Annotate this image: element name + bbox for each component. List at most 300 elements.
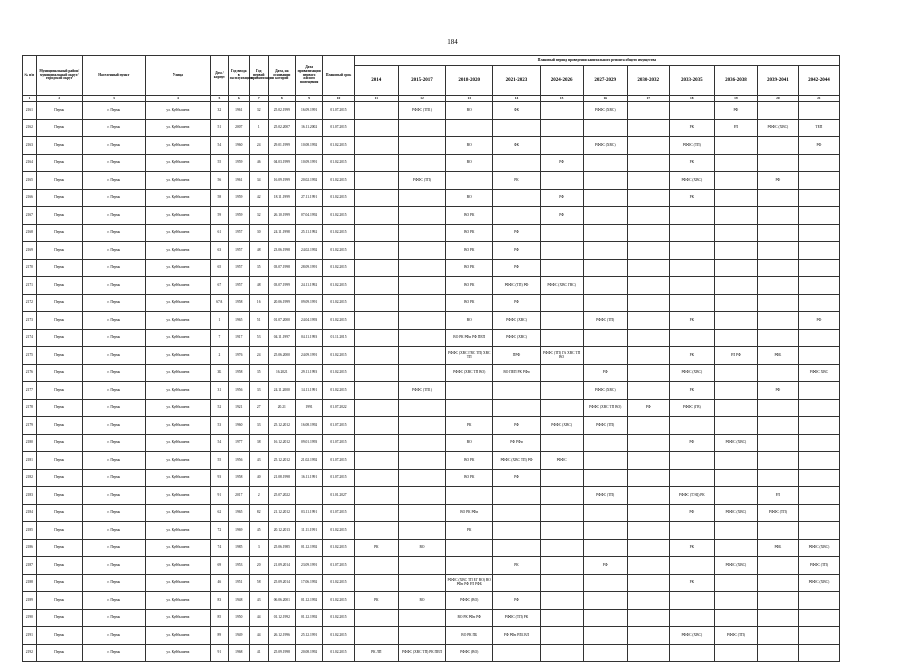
cell-house: 67 — [210, 277, 228, 295]
cell-period-work: ВО РК — [446, 295, 493, 312]
cell-date-privatization: 01.12.1992 — [295, 540, 322, 557]
cell-period-work — [714, 277, 757, 295]
cell-period-work: РФ — [540, 190, 583, 207]
cell-period-work: РФ — [669, 435, 714, 452]
cell-municipality: Пермь — [36, 207, 82, 225]
table-row — [23, 137, 840, 155]
cell-first-privatization: 20 — [249, 557, 268, 575]
cell-year: 1958 — [228, 295, 249, 312]
cell-period-work — [714, 295, 757, 312]
cell-year: 1949 — [228, 627, 249, 645]
cell-year: 1960 — [228, 137, 249, 155]
cell-municipality: Пермь — [36, 277, 82, 295]
cell-period-work — [398, 225, 445, 242]
cell-period-work — [627, 347, 669, 365]
cell-period-work: ВО РК РФи — [446, 505, 493, 522]
header-municipality: Муниципальный район/муниципальный округ/городской округ — [36, 56, 82, 96]
cell-house: 89 — [210, 627, 228, 645]
cell-year: 1957 — [228, 242, 249, 260]
cell-house: 54 — [210, 137, 228, 155]
cell-period-work — [540, 645, 583, 662]
cell-period-work: РФФС (ХВС) — [714, 435, 757, 452]
cell-street: ул. Куйбышева — [145, 242, 210, 260]
cell-year: 1969 — [228, 522, 249, 540]
cell-period-work — [627, 627, 669, 645]
cell-period-work — [627, 382, 669, 400]
header-period: 2024-2026 — [540, 66, 583, 96]
cell-period-work — [627, 137, 669, 155]
cell-period-work — [798, 610, 839, 627]
cell-street: ул. Куйбышева — [145, 522, 210, 540]
cell-street: ул. Куйбышева — [145, 452, 210, 470]
cell-number: 2185 — [23, 522, 37, 540]
cell-date-included: 26.10.1999 — [268, 207, 295, 225]
cell-period-work — [493, 207, 540, 225]
cell-period-work — [798, 400, 839, 417]
cell-number: 2189 — [23, 592, 37, 610]
table-row — [23, 627, 840, 645]
cell-period-work: РФФС (ХВС) — [798, 540, 839, 557]
cell-period-work — [540, 400, 583, 417]
cell-service-start: 01.02.2015 — [323, 312, 355, 330]
cell-date-included: 06.06.2001 — [268, 592, 295, 610]
cell-period-work: РФФС (ХВС) — [669, 365, 714, 382]
cell-number: 2186 — [23, 540, 37, 557]
cell-period-work — [398, 522, 445, 540]
table-row — [23, 190, 840, 207]
cell-number: 2190 — [23, 610, 37, 627]
cell-settlement: г. Пермь — [82, 452, 145, 470]
table-row — [23, 277, 840, 295]
cell-period-work — [798, 487, 839, 505]
cell-date-privatization: 10.08.1992 — [295, 137, 322, 155]
cell-period-work — [798, 207, 839, 225]
cell-period-work: РФФС (ТП) — [714, 627, 757, 645]
cell-period-work — [757, 435, 798, 452]
cell-period-work — [354, 347, 398, 365]
cell-period-work: ТЕП — [798, 120, 839, 137]
cell-period-work — [540, 172, 583, 190]
cell-date-privatization: 25.11.1992 — [295, 225, 322, 242]
cell-year: 1956 — [228, 382, 249, 400]
cell-period-work — [627, 190, 669, 207]
cell-period-work — [398, 627, 445, 645]
cell-period-work — [627, 540, 669, 557]
cell-date-included: 20.06.1999 — [268, 295, 295, 312]
cell-period-work — [798, 452, 839, 470]
cell-settlement: г. Пермь — [82, 645, 145, 662]
cell-street: ул. Куйбышева — [145, 120, 210, 137]
cell-period-work: РФФС (ХВС ТП) РФ — [493, 452, 540, 470]
cell-period-work — [714, 452, 757, 470]
column-index: 20 — [757, 96, 798, 102]
cell-period-work: РФФС (ХВС) — [714, 557, 757, 575]
cell-period-work: РФБ — [757, 347, 798, 365]
cell-period-work: ФК — [493, 137, 540, 155]
table-row — [23, 120, 840, 137]
column-index: 12 — [398, 96, 445, 102]
cell-municipality: Пермь — [36, 382, 82, 400]
cell-period-work — [714, 172, 757, 190]
table-row — [23, 435, 840, 452]
cell-period-work — [714, 645, 757, 662]
cell-service-start: 01.02.2015 — [323, 540, 355, 557]
cell-period-work — [583, 295, 627, 312]
table-row — [23, 102, 840, 120]
cell-period-work — [354, 610, 398, 627]
cell-service-start: 01.02.2015 — [323, 260, 355, 277]
cell-service-start: 01.02.2015 — [323, 522, 355, 540]
cell-first-privatization: 48 — [249, 277, 268, 295]
cell-municipality: Пермь — [36, 627, 82, 645]
cell-date-included: 25.02.2007 — [268, 120, 295, 137]
header-period: 2014 — [354, 66, 398, 96]
cell-period-work — [798, 330, 839, 347]
cell-period-work — [354, 435, 398, 452]
cell-number: 2184 — [23, 505, 37, 522]
cell-number: 2178 — [23, 400, 37, 417]
cell-period-work — [583, 225, 627, 242]
cell-period-work — [757, 242, 798, 260]
cell-date-included: 21.08.1998 — [268, 470, 295, 487]
cell-period-work — [583, 540, 627, 557]
cell-period-work: РК — [669, 382, 714, 400]
cell-municipality: Пермь — [36, 540, 82, 557]
cell-period-work: РФФС (ХВС) — [540, 417, 583, 435]
cell-number: 2180 — [23, 435, 37, 452]
table-row — [23, 505, 840, 522]
table-row — [23, 172, 840, 190]
cell-period-work — [583, 207, 627, 225]
cell-period-work — [398, 575, 445, 592]
column-index: 15 — [540, 96, 583, 102]
column-index: 11 — [354, 96, 398, 102]
cell-period-work: ВО — [398, 540, 445, 557]
cell-date-included: 24.11.1998 — [268, 225, 295, 242]
cell-year: 2007 — [228, 120, 249, 137]
cell-period-work — [398, 365, 445, 382]
header-period: 2042-2044 — [798, 66, 839, 96]
cell-number: 2173 — [23, 312, 37, 330]
cell-date-included: 04.03.1999 — [268, 155, 295, 172]
cell-year: 1957 — [228, 277, 249, 295]
cell-period-work — [669, 242, 714, 260]
cell-period-work: РФФС (ХВС) — [669, 172, 714, 190]
cell-period-work: ВО — [446, 137, 493, 155]
cell-settlement: г. Пермь — [82, 627, 145, 645]
cell-number: 2166 — [23, 190, 37, 207]
cell-year: 1968 — [228, 645, 249, 662]
cell-period-work — [354, 382, 398, 400]
cell-period-work: РЛ РФ — [714, 347, 757, 365]
cell-period-work: РФ — [757, 382, 798, 400]
cell-period-work — [354, 137, 398, 155]
cell-period-work: РФФС (ХВС) — [493, 330, 540, 347]
cell-first-privatization: 1 — [249, 120, 268, 137]
cell-period-work — [757, 277, 798, 295]
cell-number: 2167 — [23, 207, 37, 225]
cell-street: ул. Куйбышева — [145, 225, 210, 242]
cell-house: 83 — [210, 592, 228, 610]
cell-period-work — [669, 207, 714, 225]
cell-street: ул. Куйбышева — [145, 102, 210, 120]
cell-period-work: РК — [669, 155, 714, 172]
cell-date-privatization: 1991 — [295, 400, 322, 417]
cell-number: 2165 — [23, 172, 37, 190]
cell-year: 1951 — [228, 575, 249, 592]
cell-period-work — [627, 365, 669, 382]
cell-date-included: 01.07.2000 — [268, 312, 295, 330]
cell-year: 1953 — [228, 557, 249, 575]
cell-period-work — [757, 610, 798, 627]
cell-municipality: Пермь — [36, 172, 82, 190]
table-row — [23, 207, 840, 225]
cell-municipality: Пермь — [36, 452, 82, 470]
cell-number: 2174 — [23, 330, 37, 347]
cell-period-work: РФФС (ХВС ГВС) — [540, 277, 583, 295]
table-row — [23, 365, 840, 382]
cell-period-work: РФ — [493, 225, 540, 242]
cell-settlement: г. Пермь — [82, 347, 145, 365]
cell-period-work — [583, 522, 627, 540]
cell-period-work — [669, 102, 714, 120]
cell-date-privatization: 10.09.1991 — [295, 155, 322, 172]
cell-period-work — [583, 452, 627, 470]
cell-period-work — [798, 435, 839, 452]
cell-period-work — [540, 627, 583, 645]
cell-year: 1948 — [228, 592, 249, 610]
cell-period-work — [627, 575, 669, 592]
cell-period-work — [398, 505, 445, 522]
cell-period-work: ВО — [446, 435, 493, 452]
cell-period-work — [493, 522, 540, 540]
cell-settlement: г. Пермь — [82, 487, 145, 505]
cell-period-work — [627, 645, 669, 662]
cell-period-work — [540, 225, 583, 242]
cell-period-work — [493, 155, 540, 172]
cell-period-work — [540, 540, 583, 557]
cell-municipality: Пермь — [36, 470, 82, 487]
cell-period-work: РФФС (ТП1) — [398, 382, 445, 400]
column-index: 10 — [323, 96, 355, 102]
cell-date-privatization: 27.11.1991 — [295, 190, 322, 207]
cell-street: ул. Куйбышева — [145, 610, 210, 627]
cell-period-work — [669, 557, 714, 575]
cell-period-work — [446, 400, 493, 417]
cell-period-work: РФФС (ТП) — [669, 137, 714, 155]
cell-street: ул. Куйбышева — [145, 627, 210, 645]
header-date-included: Дата, на основании которой — [268, 56, 295, 96]
cell-service-start: 01.01.2027 — [323, 487, 355, 505]
cell-period-work — [540, 330, 583, 347]
cell-period-work — [398, 610, 445, 627]
cell-year: 1959 — [228, 207, 249, 225]
cell-year: 1960 — [228, 417, 249, 435]
cell-period-work — [446, 382, 493, 400]
column-index: 14 — [493, 96, 540, 102]
table-row — [23, 347, 840, 365]
table-row — [23, 242, 840, 260]
cell-year: 1921 — [228, 400, 249, 417]
cell-period-work — [798, 347, 839, 365]
cell-municipality: Пермь — [36, 417, 82, 435]
cell-period-work — [627, 260, 669, 277]
table-row — [23, 155, 840, 172]
cell-period-work — [669, 330, 714, 347]
cell-municipality: Пермь — [36, 610, 82, 627]
cell-period-work — [757, 260, 798, 277]
cell-period-work — [583, 277, 627, 295]
cell-first-privatization: 40 — [249, 470, 268, 487]
cell-year: 1965 — [228, 312, 249, 330]
cell-settlement: г. Пермь — [82, 505, 145, 522]
cell-date-privatization: 24.11.1992 — [295, 277, 322, 295]
cell-municipality: Пермь — [36, 137, 82, 155]
table-row — [23, 487, 840, 505]
cell-period-work — [714, 260, 757, 277]
header-first-privatization: Год первой приватизации — [249, 56, 268, 96]
cell-house: 2 — [210, 347, 228, 365]
cell-first-privatization: 24 — [249, 347, 268, 365]
cell-period-work — [714, 540, 757, 557]
cell-period-work: РФФС (ХВС) — [669, 627, 714, 645]
cell-period-work — [398, 277, 445, 295]
cell-period-work: РФФС — [540, 452, 583, 470]
cell-period-work — [757, 522, 798, 540]
cell-period-work — [540, 382, 583, 400]
cell-period-work: РФФС (ТП) — [583, 487, 627, 505]
cell-period-work: РФФС (ХВС ТП) РК ПЕП — [398, 645, 445, 662]
cell-period-work — [398, 347, 445, 365]
cell-period-work: РФ — [540, 155, 583, 172]
cell-municipality: Пермь — [36, 645, 82, 662]
cell-period-work — [583, 592, 627, 610]
cell-year: 1917 — [228, 330, 249, 347]
cell-period-work — [354, 120, 398, 137]
cell-period-work — [757, 295, 798, 312]
cell-period-work: РФБ — [757, 540, 798, 557]
cell-house: 58 — [210, 190, 228, 207]
cell-period-work: ВО РК — [446, 260, 493, 277]
cell-period-work — [583, 627, 627, 645]
cell-period-work — [627, 277, 669, 295]
cell-street: ул. Куйбышева — [145, 347, 210, 365]
cell-municipality: Пермь — [36, 400, 82, 417]
cell-settlement: г. Пермь — [82, 470, 145, 487]
cell-period-work — [354, 172, 398, 190]
cell-house: 93 — [210, 470, 228, 487]
cell-period-work — [669, 295, 714, 312]
cell-period-work — [493, 505, 540, 522]
cell-period-work — [583, 242, 627, 260]
cell-first-privatization: 58 — [249, 575, 268, 592]
cell-period-work — [798, 277, 839, 295]
cell-number: 2188 — [23, 575, 37, 592]
repair-schedule-table — [22, 55, 840, 662]
cell-period-work: ВО — [446, 155, 493, 172]
cell-period-work: РК — [493, 557, 540, 575]
cell-settlement: г. Пермь — [82, 225, 145, 242]
cell-date-privatization: 01.12.1992 — [295, 592, 322, 610]
cell-period-work — [540, 522, 583, 540]
cell-street: ул. Куйбышева — [145, 207, 210, 225]
cell-period-work — [627, 522, 669, 540]
cell-period-work — [354, 207, 398, 225]
cell-period-work: РФ РФи РЛБ ВЛ — [493, 627, 540, 645]
cell-period-work — [627, 295, 669, 312]
cell-period-work — [540, 557, 583, 575]
cell-period-work — [446, 120, 493, 137]
cell-period-work — [798, 242, 839, 260]
cell-date-included: 21.12.2012 — [268, 505, 295, 522]
cell-first-privatization: 45 — [249, 522, 268, 540]
cell-street: ул. Куйбышева — [145, 557, 210, 575]
cell-period-work: РК — [669, 575, 714, 592]
cell-period-work: РФФС (ТП1) — [398, 102, 445, 120]
cell-period-work — [583, 120, 627, 137]
cell-period-work: ВО РК — [446, 277, 493, 295]
cell-period-work — [583, 260, 627, 277]
cell-period-work — [714, 470, 757, 487]
cell-number: 2161 — [23, 102, 37, 120]
cell-period-work — [354, 470, 398, 487]
cell-period-work: РФФС (ТП) — [798, 557, 839, 575]
cell-period-work — [583, 505, 627, 522]
cell-year: 2017 — [228, 487, 249, 505]
cell-first-privatization: 3 — [249, 540, 268, 557]
cell-period-work — [669, 522, 714, 540]
cell-period-work — [583, 610, 627, 627]
header-period: 2033-2035 — [669, 66, 714, 96]
cell-first-privatization: 32 — [249, 102, 268, 120]
cell-date-included: 16.09.1999 — [268, 172, 295, 190]
cell-period-work — [714, 382, 757, 400]
cell-period-work — [354, 627, 398, 645]
cell-period-work: РФФС (ХВС) — [798, 575, 839, 592]
cell-period-work — [398, 120, 445, 137]
cell-municipality: Пермь — [36, 102, 82, 120]
cell-period-work — [398, 295, 445, 312]
cell-settlement: г. Пермь — [82, 102, 145, 120]
cell-year: 1958 — [228, 365, 249, 382]
cell-first-privatization: 16 — [249, 295, 268, 312]
cell-house: 56 — [210, 172, 228, 190]
cell-service-start: 01.02.2015 — [323, 347, 355, 365]
cell-number: 2177 — [23, 382, 37, 400]
cell-service-start: 01.02.2015 — [323, 382, 355, 400]
cell-period-work: РФ — [493, 417, 540, 435]
cell-municipality: Пермь — [36, 242, 82, 260]
table-row — [23, 417, 840, 435]
cell-municipality: Пермь — [36, 295, 82, 312]
cell-period-work — [627, 120, 669, 137]
cell-number: 2176 — [23, 365, 37, 382]
cell-period-work — [757, 592, 798, 610]
cell-period-work — [757, 137, 798, 155]
cell-period-work: РФ — [493, 242, 540, 260]
cell-period-work — [627, 242, 669, 260]
cell-period-work: РК — [493, 172, 540, 190]
cell-period-work: РК — [669, 120, 714, 137]
cell-period-work: РФ — [540, 207, 583, 225]
table-body — [23, 102, 840, 662]
cell-period-work: РФФС (ТП) — [583, 312, 627, 330]
cell-period-work: РФФС (ВО) — [446, 645, 493, 662]
cell-period-work — [398, 435, 445, 452]
cell-period-work — [798, 592, 839, 610]
cell-house: 1 — [210, 312, 228, 330]
cell-date-privatization: 16.09.1991 — [295, 102, 322, 120]
